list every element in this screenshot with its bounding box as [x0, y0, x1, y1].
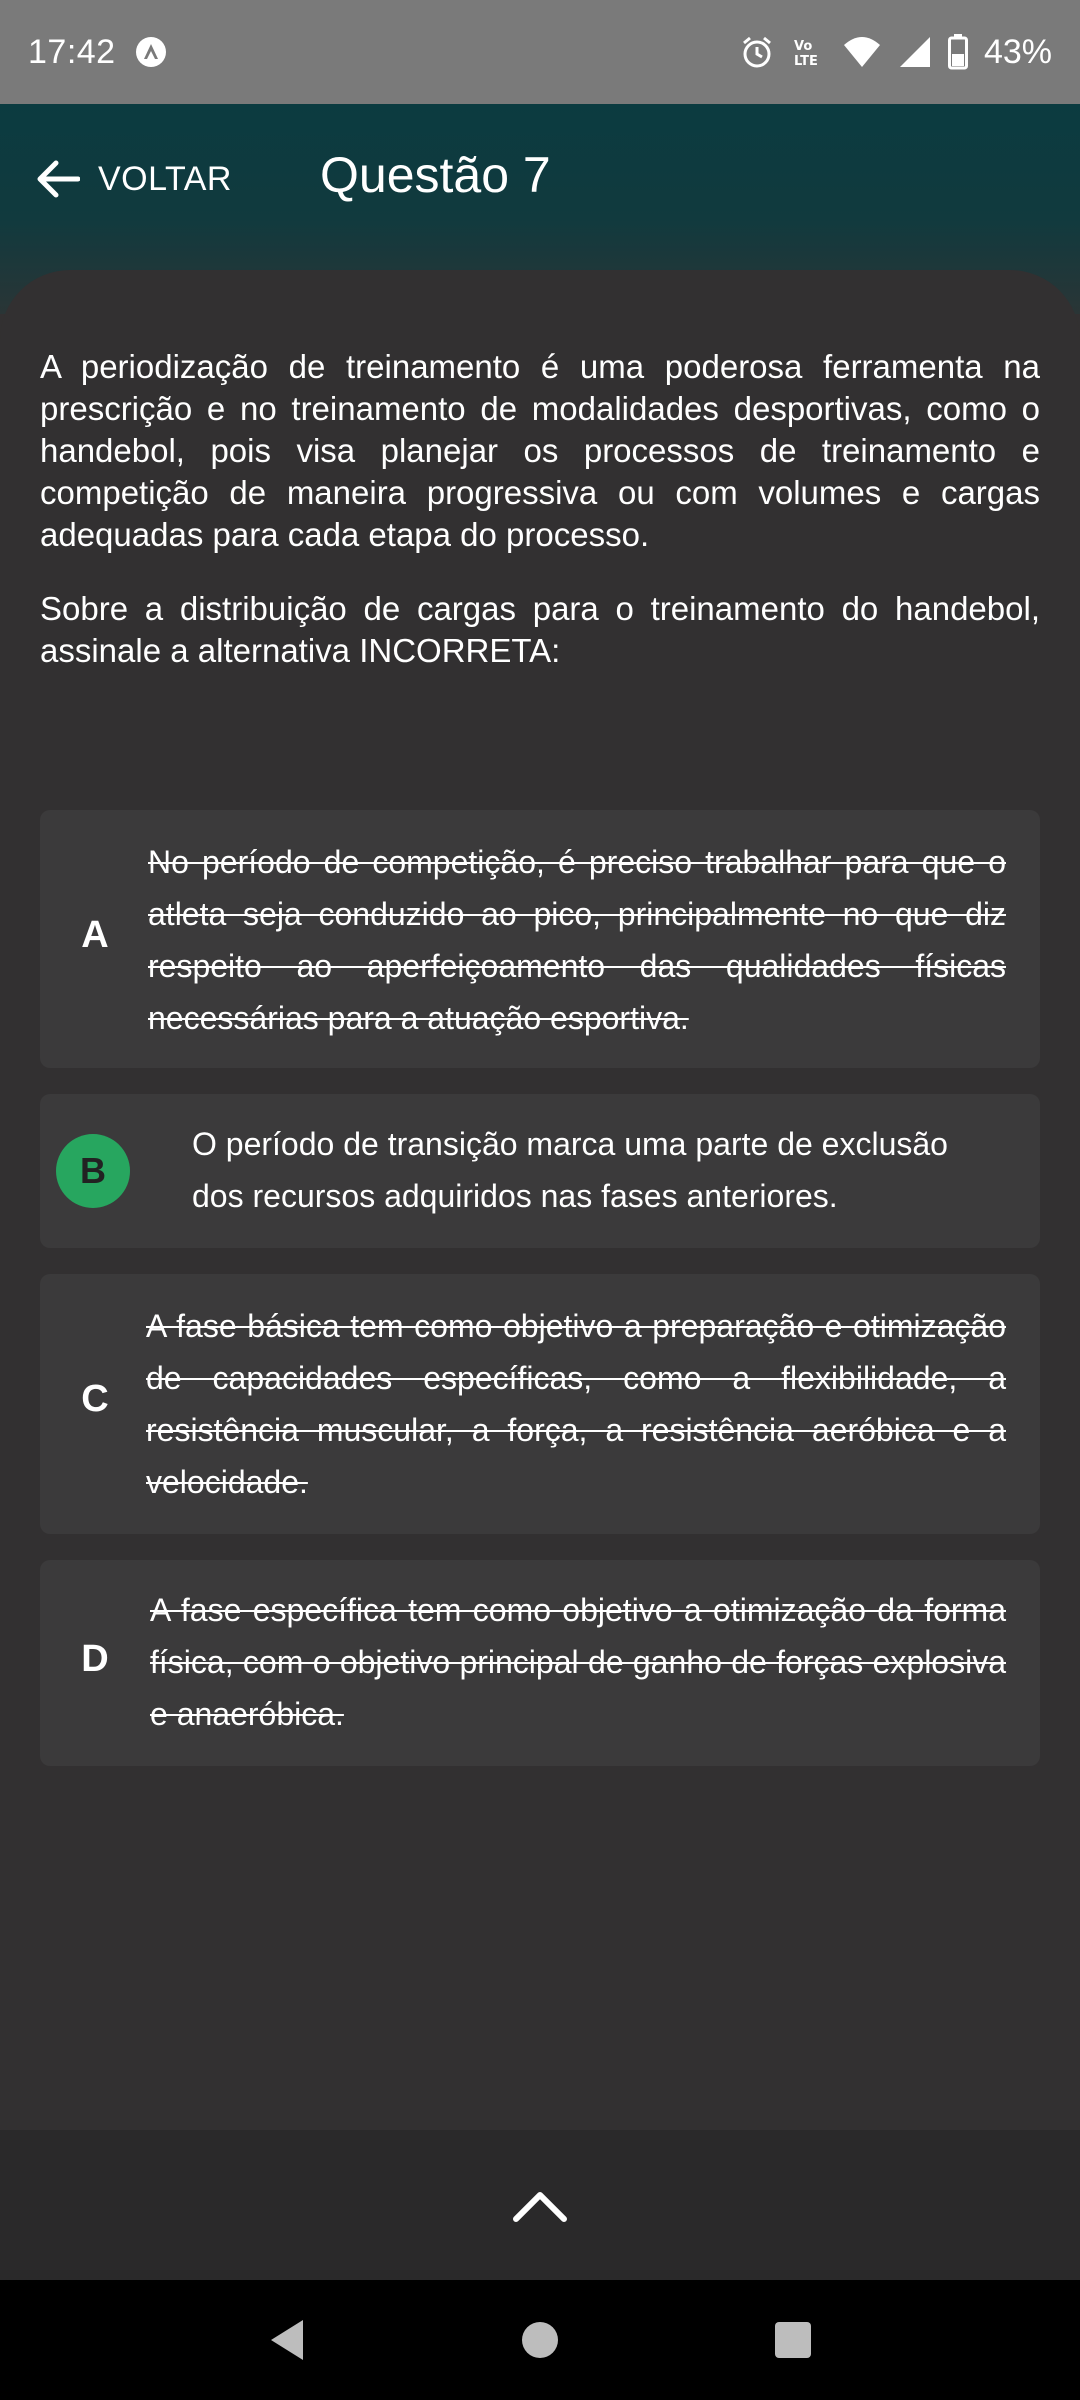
volte-icon [790, 35, 826, 69]
system-nav-bar [0, 2280, 1080, 2400]
option-letter-c: C [81, 1378, 109, 1420]
status-left [28, 33, 168, 72]
option-text-b: O período de transição marca uma parte de exclusão dos recursos adquiridos nas fases anteriores. [192, 1126, 948, 1214]
option-letter-d: D [81, 1638, 109, 1680]
nav-home-icon[interactable] [500, 2300, 580, 2380]
nav-back-icon[interactable] [247, 2300, 327, 2380]
alarm-icon [740, 35, 774, 69]
option-text-d: A fase específica tem como objetivo a otimização da forma física, com o objetivo principal de ganho de forças explosiva e anaeróbica. [150, 1592, 1006, 1732]
battery-percentage: 43% [983, 32, 1052, 71]
app-notification-icon [134, 35, 168, 69]
option-d[interactable] [40, 1560, 1040, 1766]
question-paragraph-1: A periodização de treinamento é uma poderosa ferramenta na prescrição e no treinamento de modalidades desportivas, como o handebol, pois visa planejar os processos de treinamento e competição de maneira progressiva ou com volumes e cargas adequadas para cada etapa do processo. [40, 348, 1040, 553]
chevron-up-icon[interactable] [502, 2177, 578, 2233]
arrow-left-icon [34, 159, 80, 199]
option-b[interactable] [40, 1094, 1040, 1248]
wifi-icon [842, 35, 882, 69]
svg-text:LTE: LTE [793, 54, 818, 69]
back-button[interactable] [34, 144, 232, 214]
option-letter-a: A [81, 914, 109, 956]
status-right [740, 33, 1052, 72]
nav-recents-icon[interactable] [753, 2300, 833, 2380]
option-a[interactable] [40, 810, 1040, 1068]
question-text [40, 346, 1040, 704]
selected-answer-badge: B [56, 1134, 130, 1208]
status-bar [0, 0, 1080, 104]
signal-icon [898, 35, 932, 69]
option-text-a: No período de competição, é preciso trabalhar para que o atleta seja conduzido ao pico, principalmente no que diz respeito ao aperfeiçoamento das qualidades físicas necessárias para a atuação esportiva. [148, 844, 1006, 1036]
battery-icon [948, 34, 968, 70]
question-paragraph-2: Sobre a distribuição de cargas para o treinamento do handebol, assinale a alternativa INCORRETA: [40, 590, 1040, 669]
page-title: Questão 7 [320, 147, 551, 203]
option-text-c: A fase básica tem como objetivo a preparação e otimização de capacidades específicas, como a flexibilidade, a resistência muscular, a força, a resistência aeróbica e a velocidade. [146, 1308, 1006, 1500]
bottom-bar [0, 2130, 1080, 2280]
option-c[interactable] [40, 1274, 1040, 1534]
status-time: 17:42 [28, 32, 116, 71]
svg-text:Vo: Vo [793, 39, 813, 54]
back-label: VOLTAR [98, 159, 232, 198]
question-card [0, 270, 1080, 2130]
